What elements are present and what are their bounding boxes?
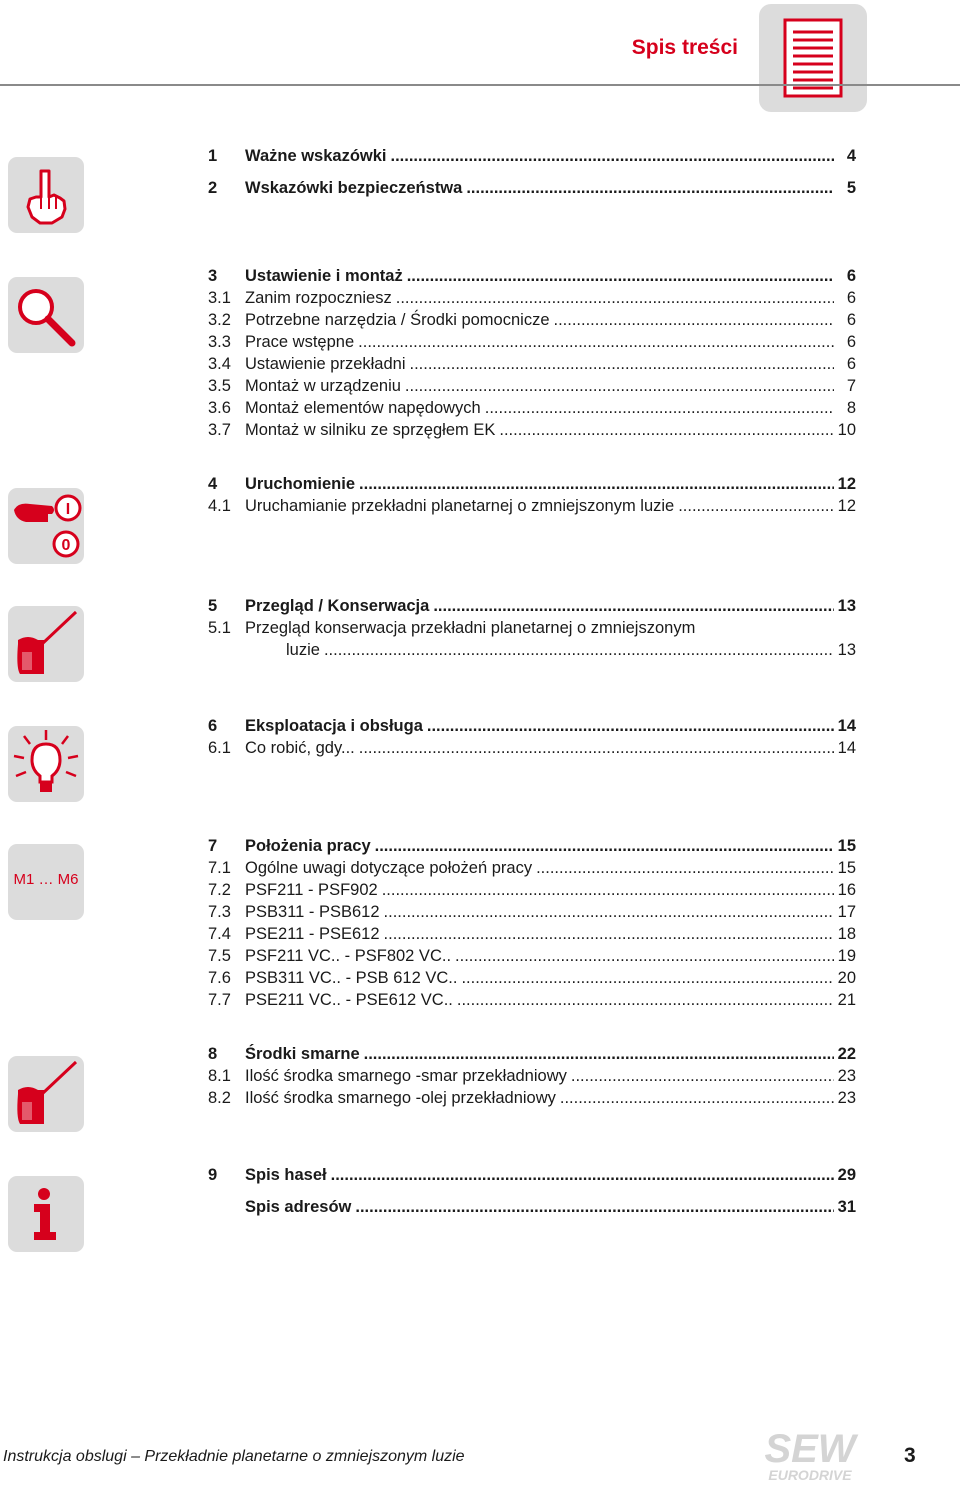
toc-number: 5 xyxy=(208,597,218,615)
toc-leader xyxy=(554,309,835,331)
toc-title: PSF211 - PSF902 xyxy=(245,881,378,899)
toc-entry-5[interactable] xyxy=(208,595,856,617)
toc-page: 6 xyxy=(846,267,856,285)
toc-entry-7[interactable] xyxy=(208,835,856,857)
toc-leader xyxy=(396,287,834,309)
toc-number: 7.4 xyxy=(208,925,231,943)
page-number: 3 xyxy=(904,1444,916,1467)
toc-page: 8 xyxy=(846,399,856,417)
toc-entry-1[interactable] xyxy=(208,145,856,167)
toc-number: 4 xyxy=(208,475,218,493)
toc-number: 3.6 xyxy=(208,399,231,417)
toc-page: 7 xyxy=(846,377,856,395)
toc-leader xyxy=(382,879,834,901)
toc-number: 8.1 xyxy=(208,1067,231,1085)
toc-page: 6 xyxy=(846,355,856,373)
toc-page: 15 xyxy=(837,837,856,855)
toc-entry-7-2[interactable] xyxy=(208,879,856,901)
toc-number: 3 xyxy=(208,267,218,285)
toc-entry-3-1[interactable] xyxy=(208,287,856,309)
toc-page: 10 xyxy=(837,421,856,439)
toc-leader xyxy=(384,923,834,945)
toc-entry-4-1[interactable] xyxy=(208,495,856,517)
toc-title: Uruchamianie przekładni planetarnej o zmniejszonym luzie xyxy=(245,497,675,515)
toc-entry-7-4[interactable] xyxy=(208,923,856,945)
toc-number: 7.1 xyxy=(208,859,231,877)
toc-number: 8 xyxy=(208,1045,218,1063)
toc-page: 29 xyxy=(837,1166,856,1184)
toc-entry-8[interactable] xyxy=(208,1043,856,1065)
mounting-positions-label: M1 … M6 xyxy=(13,871,79,888)
toc-title: Spis haseł xyxy=(245,1166,327,1184)
toc-leader xyxy=(359,473,834,495)
toc-title: Ogólne uwagi dotyczące położeń pracy xyxy=(245,859,533,877)
toc-entry-3-5[interactable] xyxy=(208,375,856,397)
logo-sub-text: EURODRIVE xyxy=(768,1467,852,1483)
toc-entry-4[interactable] xyxy=(208,473,856,495)
toc-entry-8-2[interactable] xyxy=(208,1087,856,1109)
toc-title-continued: luzie xyxy=(286,641,320,659)
toc-entry-3-4[interactable] xyxy=(208,353,856,375)
toc-entry-6[interactable] xyxy=(208,715,856,737)
toc-entry-5-1-continued[interactable] xyxy=(286,639,856,661)
toc-leader xyxy=(324,639,834,661)
toc-page: 31 xyxy=(837,1198,856,1216)
toc-leader xyxy=(499,419,833,441)
toc-number: 3.2 xyxy=(208,311,231,329)
sew-eurodrive-logo xyxy=(754,1430,866,1489)
toc-page: 14 xyxy=(837,717,856,735)
toc-title: PSB311 VC.. - PSB 612 VC.. xyxy=(245,969,458,987)
toc-number: 7 xyxy=(208,837,218,855)
toc-leader xyxy=(560,1087,834,1109)
toc-title: Zanim rozpoczniesz xyxy=(245,289,392,307)
toc-number: 3.3 xyxy=(208,333,231,351)
toc-number: 7.6 xyxy=(208,969,231,987)
toc-title: Uruchomienie xyxy=(245,475,356,493)
toc-title: Eksploatacja i obsługa xyxy=(245,717,423,735)
toc-entry-3-2[interactable] xyxy=(208,309,856,331)
toc-number: 7.7 xyxy=(208,991,231,1009)
toc-title: Spis adresów xyxy=(245,1198,352,1216)
info-icon xyxy=(8,1176,84,1252)
toc-title: Przegląd konserwacja przekładni planetarnej o zmniejszonym xyxy=(245,619,696,637)
toc-title: Prace wstępne xyxy=(245,333,355,351)
toc-leader xyxy=(455,945,834,967)
toc-page: 21 xyxy=(837,991,856,1009)
toc-leader xyxy=(405,375,834,397)
toc-page: 15 xyxy=(837,859,856,877)
toc-page: 4 xyxy=(846,147,856,165)
toc-title: PSE211 VC.. - PSE612 VC.. xyxy=(245,991,453,1009)
toggle-on-label: I xyxy=(65,501,71,518)
toc-title: Montaż elementów napędowych xyxy=(245,399,481,417)
toc-number: 7.2 xyxy=(208,881,231,899)
toc-leader xyxy=(407,265,834,287)
toc-number: 4.1 xyxy=(208,497,231,515)
toc-title: Ilość środka smarnego -olej przekładniowy xyxy=(245,1089,556,1107)
toc-page: 12 xyxy=(837,475,856,493)
toc-title: PSF211 VC.. - PSF802 VC.. xyxy=(245,947,452,965)
toc-page: 23 xyxy=(837,1067,856,1085)
toc-title: Wskazówki bezpieczeństwa xyxy=(245,179,463,197)
toc-number: 3.1 xyxy=(208,289,231,307)
toc-page: 6 xyxy=(846,289,856,307)
toc-entry-7-6[interactable] xyxy=(208,967,856,989)
toc-leader xyxy=(391,145,834,167)
toc-leader xyxy=(461,967,833,989)
toc-title: Ustawienie i montaż xyxy=(245,267,403,285)
toc-number: 5.1 xyxy=(208,619,231,637)
toc-page: 6 xyxy=(846,333,856,351)
toc-leader xyxy=(410,353,835,375)
toc-entry-9[interactable] xyxy=(208,1164,856,1186)
toc-title: Montaż w urządzeniu xyxy=(245,377,401,395)
footer-document-title: Instrukcja obslugi – Przekładnie planetarne o zmniejszonym luzie xyxy=(3,1448,465,1465)
toc-title: Przegląd / Konserwacja xyxy=(245,597,430,615)
toc-page: 6 xyxy=(846,311,856,329)
toc-title: Środki smarne xyxy=(245,1045,360,1063)
toc-page: 13 xyxy=(837,597,856,615)
toc-page: 20 xyxy=(837,969,856,987)
toc-entry-7-5[interactable] xyxy=(208,945,856,967)
toc-leader xyxy=(485,397,834,419)
toc-number: 3.7 xyxy=(208,421,231,439)
toc-number: 7.3 xyxy=(208,903,231,921)
toc-leader xyxy=(355,1196,833,1218)
toc-title: Potrzebne narzędzia / Środki pomocnicze xyxy=(245,311,550,329)
toc-title: Montaż w silniku ze sprzęgłem EK xyxy=(245,421,496,439)
toc-title: Co robić, gdy... xyxy=(245,739,355,757)
header-divider xyxy=(0,84,960,86)
toc-entry-3-6[interactable] xyxy=(208,397,856,419)
toc-entry-2[interactable] xyxy=(208,177,856,199)
toc-entry-3[interactable] xyxy=(208,265,856,287)
toc-leader xyxy=(358,331,834,353)
light-bulb-icon xyxy=(8,726,84,802)
toc-number: 3.5 xyxy=(208,377,231,395)
toc-title: Położenia pracy xyxy=(245,837,371,855)
page-title: Spis treści xyxy=(631,36,738,59)
toc-page: 13 xyxy=(837,641,856,659)
toc-entry-7-3[interactable] xyxy=(208,901,856,923)
lubricant-oil-can-icon xyxy=(8,1056,84,1132)
toc-page: 22 xyxy=(837,1045,856,1063)
toc-number: 9 xyxy=(208,1166,218,1184)
toc-page: 12 xyxy=(837,497,856,515)
magnifier-icon xyxy=(8,277,84,353)
toc-leader xyxy=(364,1043,834,1065)
toc-leader xyxy=(678,495,833,517)
toc-number: 7.5 xyxy=(208,947,231,965)
toc-leader xyxy=(457,989,834,1011)
startup-switch-icon xyxy=(8,488,84,564)
toc-leader xyxy=(536,857,834,879)
toc-number: 3.4 xyxy=(208,355,231,373)
toc-title: PSB311 - PSB612 xyxy=(245,903,380,921)
toc-entry-7-1[interactable] xyxy=(208,857,856,879)
toc-leader xyxy=(427,715,834,737)
toc-number: 6.1 xyxy=(208,739,231,757)
toc-leader xyxy=(359,737,834,759)
mounting-positions-icon xyxy=(8,844,84,920)
toc-number: 2 xyxy=(208,179,218,197)
document-list-icon xyxy=(759,4,867,112)
toc-title: PSE211 - PSE612 xyxy=(245,925,380,943)
toc-page: 5 xyxy=(846,179,856,197)
toc-leader xyxy=(571,1065,834,1087)
logo-main-text: SEW xyxy=(764,1430,856,1471)
toc-leader xyxy=(375,835,834,857)
oil-can-icon xyxy=(8,606,84,682)
toc-number: 1 xyxy=(208,147,218,165)
toc-leader xyxy=(466,177,834,199)
toc-entry-addresses[interactable] xyxy=(208,1196,856,1218)
toc-entry-6-1[interactable] xyxy=(208,737,856,759)
toc-page: 16 xyxy=(837,881,856,899)
toc-page: 23 xyxy=(837,1089,856,1107)
toc-entry-5-1[interactable] xyxy=(208,617,856,639)
toggle-off-label: 0 xyxy=(61,537,71,554)
toc-entry-8-1[interactable] xyxy=(208,1065,856,1087)
toc-page: 17 xyxy=(837,903,856,921)
toc-page: 18 xyxy=(837,925,856,943)
toc-entry-7-7[interactable] xyxy=(208,989,856,1011)
toc-entry-3-3[interactable] xyxy=(208,331,856,353)
toc-title: Ważne wskazówki xyxy=(245,147,387,165)
toc-leader xyxy=(331,1164,834,1186)
toc-title: Ilość środka smarnego -smar przekładniowy xyxy=(245,1067,567,1085)
toc-number: 8.2 xyxy=(208,1089,231,1107)
toc-leader xyxy=(384,901,834,923)
toc-number: 6 xyxy=(208,717,218,735)
attention-finger-icon xyxy=(8,157,84,233)
toc-page: 19 xyxy=(837,947,856,965)
toc-entry-3-7[interactable] xyxy=(208,419,856,441)
toc-page: 14 xyxy=(837,739,856,757)
info-label: i xyxy=(8,1176,9,1177)
toc-title: Ustawienie przekładni xyxy=(245,355,406,373)
toc-leader xyxy=(433,595,833,617)
